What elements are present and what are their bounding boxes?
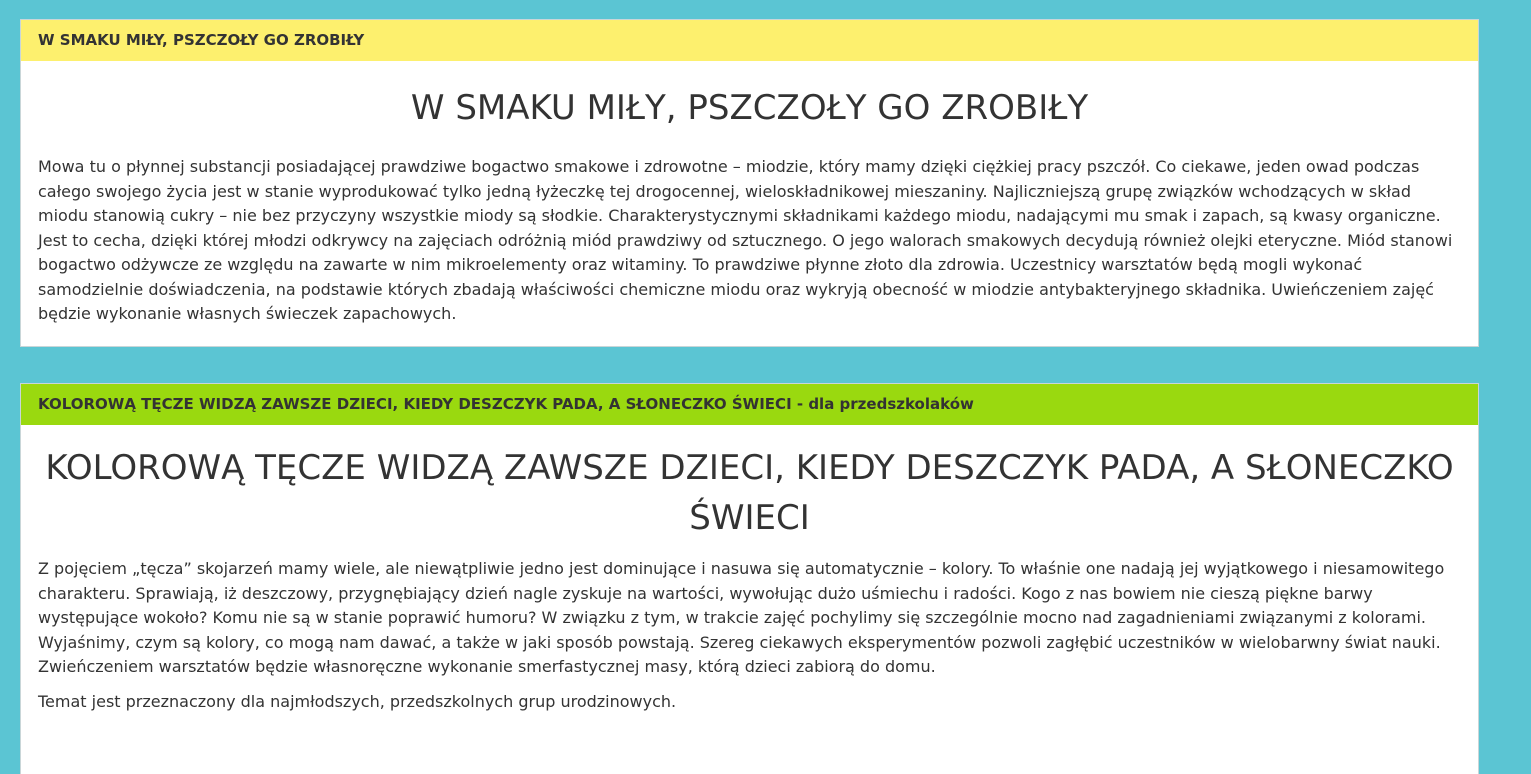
panel-audience-note: Temat jest przeznaczony dla najmłodszych, przedszkolnych grup urodzinowych. — [38, 691, 677, 711]
panel-header[interactable]: W SMAKU MIŁY, PSZCZOŁY GO ZROBIŁY — [21, 20, 1478, 61]
workshop-panel-honey — [20, 19, 1479, 347]
workshop-panel-rainbow — [20, 383, 1479, 774]
panel-title: W SMAKU MIŁY, PSZCZOŁY GO ZROBIŁY — [410, 88, 1089, 128]
panel-body — [21, 83, 1478, 327]
panel-body — [21, 443, 1478, 714]
panel-description: Mowa tu o płynnej substancji posiadającej prawdziwe bogactwo smakowe i zdrowotne – miodzie, który mamy dzięki ciężkiej pracy pszczół. Co ciekawe, jeden owad podczas całego swojego życia jest w stanie wyprodukować tylko jedną łyżeczkę tej drogocennej, wieloskładnikowej mieszaniny. Najliczniejszą grupę związków wchodzących w skład miodu stanowią cukry – nie bez przyczyny wszystkie miody są słodkie. Charakterystycznymi składnikami każdego miodu, nadającymi mu smak i zapach, są kwasy organiczne. Jest to cecha, dzięki której młodzi odkrywcy na zajęciach odróżnią miód prawdziwy od sztucznego. O jego walorach smakowych decydują również olejki eteryczne. Miód stanowi bogactwo odżywcze ze względu na zawarte w nim mikroelementy oraz witaminy. To prawdziwe płynne złoto dla zdrowia. Uczestnicy warsztatów będą mogli wykonać samodzielnie doświadczenia, na podstawie których zbadają właściwości chemiczne miodu oraz wykryją obecność w miodzie antybakteryjnego składnika. Uwieńczeniem zajęć będzie wykonanie własnych świeczek zapachowych. — [38, 157, 1453, 323]
panel-title: KOLOROWĄ TĘCZE WIDZĄ ZAWSZE DZIECI, KIEDY DESZCZYK PADA, A SŁONECZKO ŚWIECI — [45, 448, 1454, 538]
panel-description: Z pojęciem „tęcza” skojarzeń mamy wiele, ale niewątpliwie jedno jest dominujące i nasuwa się automatycznie – kolory. To właśnie one nadają jej wyjątkowego i niesamowitego charakteru. Sprawiają, iż deszczowy, przygnębiający dzień nagle zyskuje na wartości, wywołując dużo uśmiechu i radości. Kogo z nas bowiem nie cieszą piękne barwy występujące wokoło? Komu nie są w stanie poprawić humoru? W związku z tym, w trakcie zajęć pochylimy się szczególnie mocno nad zagadnieniami związanymi z kolorami. Wyjaśnimy, czym są kolory, co mogą nam dawać, a także w jaki sposób powstają. Szereg ciekawych eksperymentów pozwoli zagłębić uczestników w wielobarwny świat nauki. Zwieńczeniem warsztatów będzie własnoręczne wykonanie smerfastycznej masy, którą dzieci zabiorą do domu. — [38, 559, 1445, 676]
panel-header[interactable]: KOLOROWĄ TĘCZE WIDZĄ ZAWSZE DZIECI, KIEDY DESZCZYK PADA, A SŁONECZKO ŚWIECI - dla przedszkolaków — [21, 384, 1478, 425]
